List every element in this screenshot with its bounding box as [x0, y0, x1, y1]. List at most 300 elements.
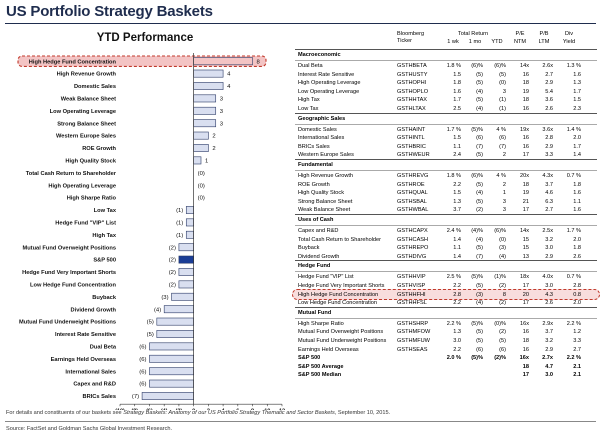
category-label: High Quality Stock: [65, 158, 116, 165]
category-label: High Tax: [92, 232, 116, 239]
cell-pb: 3.7: [545, 181, 553, 188]
footnote-report-title: Strategy Baskets: Anatomy of our US Portfolio Strategy Thematic and Sector Baskets: [123, 410, 335, 416]
value-label: (7): [131, 394, 140, 401]
cell-pe: 17: [522, 300, 529, 307]
cell-wk: 3.0: [453, 338, 461, 344]
value-label: (6): [139, 381, 147, 388]
basket-name: ROE Growth: [298, 181, 330, 188]
category-label: Mutual Fund Underweight Positions: [19, 319, 116, 326]
cell-wk: 1.8: [453, 80, 461, 87]
cell-pe: 18x: [519, 274, 529, 281]
chart-title: YTD Performance: [96, 32, 194, 44]
section-heading: [295, 50, 597, 60]
section-heading: [295, 261, 597, 271]
cell-ytd: 2: [502, 152, 506, 159]
ticker: GSTHBETA: [397, 63, 427, 69]
bar: [194, 144, 209, 151]
cell-mo: (6): [476, 135, 483, 142]
basket-name: Domestic Sales: [298, 126, 337, 133]
category-label: High Operating Leverage: [48, 183, 116, 190]
category-label: International Sales: [65, 369, 116, 376]
cell-pe: 17: [522, 152, 529, 159]
cell-pb: 2.9: [545, 143, 553, 150]
cell-mo: (4): [476, 106, 483, 112]
cell-wk: 2.8: [453, 291, 461, 298]
cell-div: 1.1: [573, 198, 581, 205]
table-row: [295, 370, 597, 380]
cell-pe: 14x: [519, 63, 529, 69]
cell-pb: 2.9: [545, 80, 553, 87]
bar: [194, 95, 216, 102]
cell-pe: 14x: [519, 228, 529, 234]
category-label: Weak Balance Sheet: [60, 96, 116, 103]
cell-ytd: (1)%: [494, 274, 506, 281]
hdr-ntm: NTM: [513, 39, 527, 45]
cell-pb: 3.2: [545, 236, 553, 243]
cell-pb: 3.6: [545, 97, 553, 104]
cell-mo: (2): [476, 207, 483, 214]
basket-name: Hedge Fund "VIP" List: [298, 274, 354, 281]
cell-wk: 2.4: [453, 152, 461, 159]
cell-pe: 17: [522, 283, 529, 289]
cell-pb: 4.7: [545, 363, 553, 370]
bar: [194, 82, 223, 89]
category-label: Hedge Fund "VIP" List: [55, 220, 116, 227]
cell-mo: (4): [476, 236, 483, 243]
cell-wk: 1.5: [453, 71, 461, 78]
cell-pb: 3.6x: [542, 126, 553, 133]
basket-name: Western Europe Sales: [298, 152, 354, 159]
category-label: Strong Balance Sheet: [57, 121, 116, 128]
cell-wk: 2.4 %: [446, 228, 461, 234]
cell-wk: 1.3: [453, 198, 461, 205]
cell-div: 2.1: [573, 363, 581, 370]
cell-ytd: (4): [499, 253, 506, 260]
cell-pe: 16: [522, 329, 529, 336]
value-label: (0): [197, 170, 205, 177]
cell-div: 2.0: [573, 135, 581, 142]
bar: [186, 206, 193, 213]
cell-pe: 16x: [519, 320, 529, 327]
cell-pb: 2.6x: [542, 63, 553, 69]
cell-ytd: (1): [499, 106, 506, 112]
hdr-ltm: LTM: [538, 39, 550, 45]
ticker: GSTHOPHI: [397, 80, 427, 87]
ticker: GSTHHFSL: [397, 300, 427, 307]
cell-wk: 1.1: [453, 245, 461, 252]
hdr-yield: Yield: [562, 39, 576, 45]
cell-ytd: 3: [502, 207, 506, 214]
basket-name: Mutual Fund Overweight Positions: [298, 329, 384, 336]
value-label: (6): [139, 344, 147, 351]
cell-div: 1.3 %: [566, 63, 581, 69]
cell-pe: 16: [522, 106, 529, 112]
cell-wk: 2.2: [453, 346, 461, 353]
cell-ytd: (2)%: [494, 355, 506, 362]
value-label: (2): [168, 282, 176, 289]
hdr-ticker: Ticker: [397, 38, 413, 44]
bar: [179, 256, 194, 263]
ticker: GSTHQUAL: [397, 190, 428, 197]
cell-pe: 15: [522, 245, 529, 252]
basket-name: High Quality Stock: [298, 190, 345, 197]
basket-name: BRICs Sales: [298, 143, 330, 150]
cell-mo: (4): [476, 88, 483, 95]
value-label: (4): [153, 307, 162, 314]
cell-ytd: (6)%: [494, 63, 506, 69]
basket-name: High Tax: [298, 97, 320, 104]
cell-pe: 15: [522, 236, 529, 243]
source-note: Source: FactSet and Goldman Sachs Global Investment Research.: [6, 426, 173, 432]
cell-pb: 2.8: [545, 135, 553, 142]
basket-name: Total Cash Return to Shareholder: [298, 236, 382, 243]
cell-pb: 3.3: [545, 152, 553, 159]
cell-mo: (5): [476, 198, 483, 205]
cell-div: 1.6: [573, 71, 581, 78]
value-label: 2: [212, 146, 216, 153]
cell-pe: 18: [522, 338, 529, 344]
ticker: GSTHWEUR: [397, 152, 430, 159]
category-label: Total Cash Return to Shareholder: [25, 170, 116, 177]
cell-div: 1.2: [573, 329, 581, 336]
cell-div: 0.7 %: [566, 173, 581, 179]
category-label: Western Europe Sales: [56, 133, 116, 140]
cell-div: 1.7 %: [566, 228, 581, 234]
bar: [172, 293, 194, 300]
cell-pb: 2.6: [545, 106, 553, 112]
basket-name: Low Operating Leverage: [298, 88, 360, 95]
cell-ytd: 3: [502, 198, 506, 205]
bar: [186, 219, 193, 226]
cell-pe: 19: [522, 88, 529, 95]
bar: [179, 244, 194, 251]
cell-pe: 20: [522, 291, 529, 298]
cell-wk: 1.5: [453, 135, 461, 142]
hdr-bloomberg: Bloomberg: [397, 31, 425, 37]
ticker: GSTHREPO: [397, 245, 429, 252]
cell-pe: 19x: [519, 126, 529, 133]
cell-wk: 1.6: [453, 88, 461, 95]
bar: [164, 306, 193, 313]
cell-pb: 2.7x: [542, 355, 553, 362]
cell-ytd: (5): [499, 338, 506, 344]
cell-mo: (5): [476, 329, 483, 336]
cell-ytd: (2): [499, 283, 506, 289]
basket-name: High Sharpe Ratio: [298, 320, 344, 327]
value-label: (6): [139, 356, 147, 363]
cell-div: 1.3: [573, 80, 581, 87]
hdr-total-return: Total Return: [457, 31, 489, 37]
value-label: (2): [168, 257, 176, 264]
cell-ytd: 4 %: [496, 173, 506, 179]
basket-name: Low Hedge Fund Concentration: [298, 300, 377, 307]
ticker: GSTHVISP: [397, 283, 426, 289]
value-label: (1): [176, 232, 184, 239]
cell-pe: 16: [522, 135, 529, 142]
cell-div: 1.7: [573, 143, 581, 150]
bar: [194, 107, 216, 114]
bar: [149, 343, 193, 350]
cell-pb: 3.7: [545, 329, 553, 336]
section-heading: [295, 215, 597, 225]
cell-ytd: 3: [502, 88, 506, 95]
cell-ytd: (2): [499, 329, 506, 336]
category-label: Buyback: [92, 294, 116, 301]
value-label: (5): [146, 319, 154, 326]
cell-ytd: (0)%: [494, 320, 506, 327]
bar: [149, 368, 193, 375]
category-label: S&P 500: [93, 257, 116, 264]
hdr-ytd: YTD: [491, 39, 503, 45]
section-label: Fundamental: [298, 162, 333, 168]
category-label: Capex and R&D: [73, 381, 116, 388]
cell-mo: (5)%: [471, 274, 483, 281]
cell-mo: (4): [476, 300, 483, 307]
cell-wk: 1.4: [453, 236, 461, 243]
value-label: (2): [168, 270, 176, 277]
ticker: GSTHUSTY: [397, 71, 428, 78]
cell-div: 1.7: [573, 88, 581, 95]
cell-wk: 2.5 %: [446, 274, 461, 281]
value-label: (6): [139, 369, 147, 376]
basket-name: High Hedge Fund Concentration: [298, 291, 379, 298]
cell-mo: (5): [476, 152, 483, 159]
value-label: 3: [219, 96, 224, 103]
cell-ytd: 2: [502, 181, 506, 188]
cell-pb: 2.9: [545, 253, 553, 260]
cell-div: 2.0: [573, 300, 581, 307]
value-label: 8: [256, 59, 260, 66]
bar: [194, 157, 201, 164]
cell-wk: 2.5: [453, 106, 461, 112]
section-label: Uses of Cash: [298, 217, 334, 223]
ticker: GSTHCAPX: [397, 228, 428, 234]
value-label: (0): [197, 195, 205, 202]
cell-pe: 16x: [519, 355, 529, 362]
cell-pe: 18: [522, 181, 529, 188]
cell-pb: 2.6: [545, 300, 553, 307]
cell-div: 1.8: [573, 245, 581, 252]
cell-div: 2.8: [573, 283, 581, 289]
section-heading: [295, 114, 597, 124]
cell-div: 1.4: [573, 152, 581, 159]
footer-rule: [5, 421, 596, 422]
basket-name: Mutual Fund Underweight Positions: [298, 338, 387, 344]
basket-name: Weak Balance Sheet: [298, 207, 351, 214]
cell-pe: 20x: [519, 173, 529, 179]
category-label: Earnings Held Overseas: [50, 356, 116, 363]
cell-mo: (3): [476, 291, 483, 298]
cell-pb: 3.0: [545, 372, 553, 379]
cell-pb: 4.6: [545, 190, 553, 197]
footnote-prefix: For details and constituents of our baskets see: [6, 410, 124, 416]
cell-pb: 2.7: [545, 71, 553, 78]
cell-mo: (5)%: [471, 126, 483, 133]
section-heading: [295, 160, 597, 170]
cell-div: 2.0: [573, 236, 581, 243]
cell-div: 2.3: [573, 106, 581, 112]
ticker: GSTHBRIC: [397, 143, 426, 150]
cell-pb: 2.7: [545, 207, 553, 214]
category-label: ROE Growth: [82, 146, 116, 153]
section-label: Macroeconomic: [298, 52, 341, 58]
value-label: 4: [227, 71, 231, 78]
cell-mo: (4)%: [471, 228, 483, 234]
cell-pb: 2.9: [545, 346, 553, 353]
cell-mo: (6): [476, 346, 483, 353]
cell-div: 2.6: [573, 253, 581, 260]
basket-name: Dividend Growth: [298, 253, 340, 260]
cell-ytd: (7): [499, 143, 506, 150]
bar: [157, 318, 194, 325]
category-label: BRICs Sales: [82, 394, 116, 401]
cell-mo: (7): [476, 253, 483, 260]
cell-mo: (7): [476, 143, 483, 150]
ticker: GSTHOPLO: [397, 88, 429, 95]
cell-wk: 2.0 %: [446, 355, 461, 362]
cell-ytd: (5): [499, 71, 506, 78]
cell-pb: 5.4: [545, 88, 553, 95]
ticker: GSTHMFOW: [397, 329, 431, 336]
value-label: 4: [227, 84, 231, 91]
cell-pe: 18: [522, 97, 529, 104]
cell-mo: (5): [476, 245, 483, 252]
cell-pe: 18: [522, 80, 529, 87]
cell-div: 0.7 %: [566, 274, 581, 281]
cell-ytd: (0): [499, 80, 506, 87]
ytd-bar-chart: [0, 0, 295, 410]
cell-wk: 2.2: [453, 300, 461, 307]
basket-name: Interest Rate Sensitive: [298, 71, 355, 78]
cell-wk: 1.8 %: [446, 173, 461, 179]
bar: [194, 58, 253, 65]
cell-pe: 17: [522, 207, 529, 214]
table-header: [295, 30, 597, 48]
ticker: GSTHSHRP: [397, 320, 429, 327]
cell-mo: (5): [476, 80, 483, 87]
category-label: Interest Rate Sensitive: [54, 332, 116, 339]
category-label: Dual Beta: [89, 344, 116, 351]
category-label: Mutual Fund Overweight Positions: [22, 245, 116, 252]
basket-name: Capex and R&D: [298, 228, 339, 234]
basket-name: Dual Beta: [298, 63, 323, 69]
value-label: 3: [219, 108, 224, 115]
basket-name: High Operating Leverage: [298, 80, 361, 87]
section-label: Hedge Fund: [298, 263, 331, 270]
basket-name: Earnings Held Overseas: [298, 346, 359, 353]
bar: [142, 392, 194, 399]
cell-wk: 1.7 %: [446, 126, 461, 133]
cell-div: 2.1: [573, 372, 581, 379]
page-title: US Portfolio Strategy Baskets: [6, 3, 213, 20]
ticker: GSTHHFHI: [397, 291, 426, 298]
ticker: GSTHROE: [397, 181, 425, 188]
cell-pb: 4.3: [545, 291, 553, 298]
value-label: (3): [161, 294, 169, 301]
value-label: (2): [168, 245, 176, 252]
cell-mo: (5): [476, 97, 483, 104]
cell-ytd: (0): [499, 236, 506, 243]
section-label: Mutual Fund: [298, 309, 332, 316]
cell-div: 1.4 %: [566, 126, 581, 133]
ticker: GSTHSBAL: [397, 198, 427, 205]
cell-div: 2.2 %: [566, 320, 581, 327]
cell-pb: 3.0: [545, 283, 553, 289]
cell-pb: 3.0: [545, 245, 553, 252]
bar: [149, 380, 193, 387]
ticker: GSTHINTL: [397, 135, 425, 142]
cell-wk: 1.5: [453, 190, 461, 197]
cell-mo: (6)%: [471, 173, 483, 179]
cell-ytd: 8: [502, 291, 506, 298]
cell-pe: 16: [522, 346, 529, 353]
hdr-pb: P/B: [539, 31, 549, 37]
cell-pb: 2.9x: [542, 320, 553, 327]
cell-pe: 17: [522, 372, 529, 379]
cell-pb: 4.0x: [542, 274, 553, 281]
hdr-1wk: 1 wk: [447, 39, 459, 45]
bar: [186, 231, 193, 238]
section-label: Geographic Sales: [298, 115, 346, 122]
cell-wk: 1.1: [453, 143, 461, 150]
value-label: (0): [197, 183, 205, 190]
basket-name: S&P 500 Average: [298, 363, 344, 370]
cell-pe: 16: [522, 71, 529, 78]
cell-wk: 2.2: [453, 181, 461, 188]
category-label: High Hedge Fund Concentration: [28, 59, 116, 66]
cell-wk: 2.2: [453, 283, 461, 289]
cell-pe: 19: [522, 190, 529, 197]
ticker: GSTHDIVG: [397, 253, 427, 260]
basket-name: Strong Balance Sheet: [298, 198, 353, 205]
cell-ytd: (2): [499, 300, 506, 307]
cell-div: 3.3: [573, 338, 581, 344]
footnote-suffix: , September 10, 2015.: [334, 410, 391, 416]
cell-div: 2.7: [573, 346, 581, 353]
category-label: Domestic Sales: [73, 84, 116, 91]
cell-pb: 3.2: [545, 338, 553, 344]
section-heading: [295, 308, 597, 318]
cell-mo: (5)%: [471, 320, 483, 327]
cell-div: 1.8: [573, 181, 581, 188]
category-label: Dividend Growth: [70, 307, 116, 314]
cell-wk: 1.3: [453, 329, 461, 336]
cell-mo: (5): [476, 181, 483, 188]
cell-pe: 13: [522, 253, 529, 260]
bar: [194, 132, 209, 139]
basket-name: Buyback: [298, 245, 320, 252]
cell-pb: 4.3x: [542, 173, 553, 179]
cell-mo: (6)%: [471, 63, 483, 69]
basket-name: High Revenue Growth: [298, 173, 354, 179]
bar: [149, 355, 193, 362]
hdr-pe: P/E: [515, 31, 525, 37]
cell-mo: (5)%: [471, 355, 483, 362]
cell-ytd: 1: [502, 190, 506, 197]
ticker: GSTHHTAX: [397, 97, 428, 104]
cell-ytd: (1): [499, 97, 506, 104]
basket-name: S&P 500 Median: [298, 372, 342, 379]
bar: [194, 120, 216, 127]
ticker: GSTHCASH: [397, 236, 429, 243]
cell-div: 1.5: [573, 97, 581, 104]
value-label: (1): [176, 208, 184, 215]
cell-ytd: 4 %: [496, 126, 506, 133]
hdr-div: Div: [564, 31, 574, 37]
cell-div: 1.6: [573, 190, 581, 197]
cell-wk: 3.7: [453, 207, 461, 214]
ticker: GSTHHVIP: [397, 274, 426, 281]
